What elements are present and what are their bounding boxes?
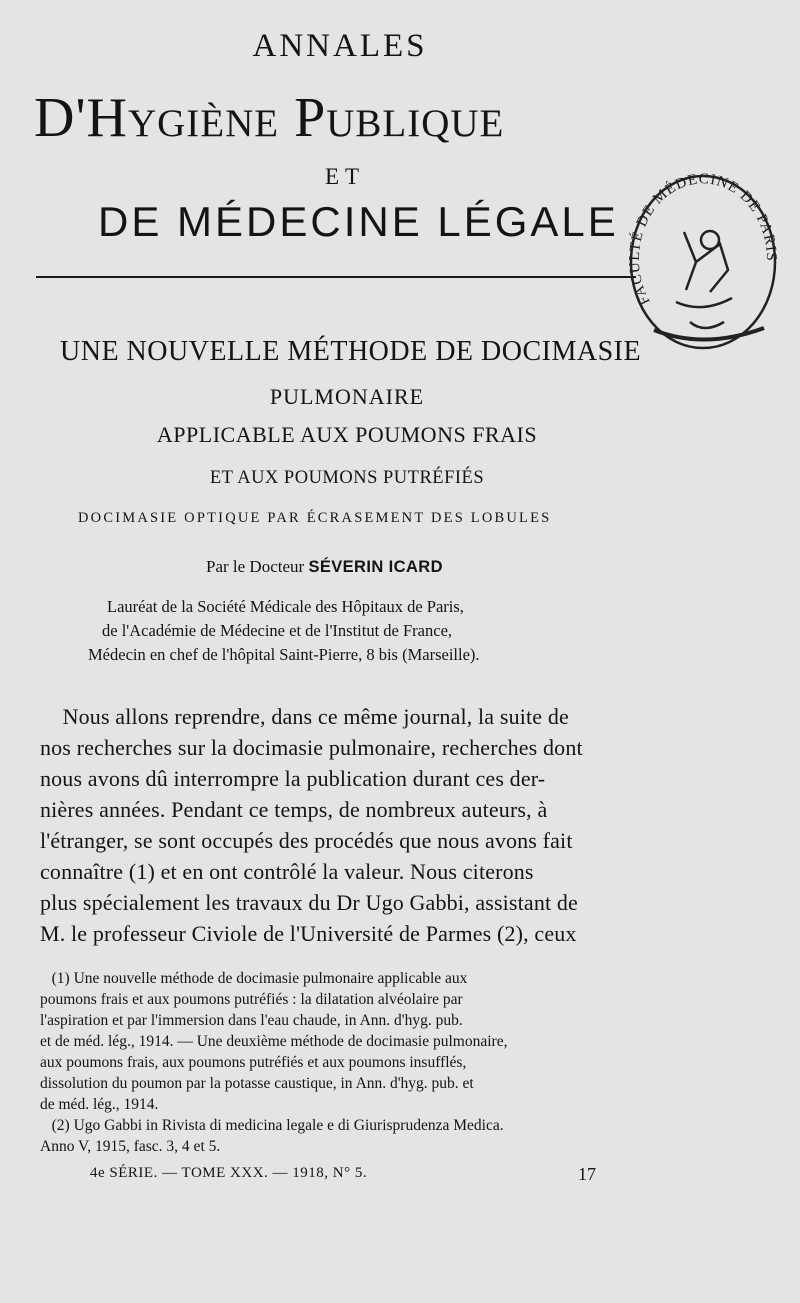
byline xyxy=(206,557,443,577)
body-line: M. le professeur Civiole de l'Université de Parmes (2), ceux xyxy=(40,921,577,946)
affiliation-line: de l'Académie de Médecine et de l'Institut de France, xyxy=(102,621,453,640)
footnote-line: dissolution du poumon par la potasse caustique, in Ann. d'hyg. pub. et xyxy=(40,1075,474,1092)
footnote-line: poumons frais et aux poumons putréfiés : la dilatation alvéolaire par xyxy=(40,991,463,1008)
journal-title-et: ET xyxy=(324,164,366,189)
journal-title-annales: ANNALES xyxy=(252,28,428,64)
body-line: nous avons dû interrompre la publication durant ces der- xyxy=(40,766,546,791)
footnote-line: l'aspiration et par l'immersion dans l'eau chaude, in Ann. d'hyg. pub. xyxy=(40,1012,463,1029)
journal-title-medecine-legale: DE MÉDECINE LÉGALE xyxy=(98,198,619,245)
footnote-line: (2) Ugo Gabbi in Rivista di medicina legale e di Giurisprudenza Medica. xyxy=(40,1117,504,1134)
author-name: SÉVERIN ICARD xyxy=(308,558,443,576)
body-line: plus spécialement les travaux du Dr Ugo Gabbi, assistant de xyxy=(40,890,578,915)
library-stamp xyxy=(624,152,780,352)
footnote-line: Anno V, 1915, fasc. 3, 4 et 5. xyxy=(40,1138,221,1155)
byline-prefix: Par le Docteur xyxy=(206,557,305,576)
affiliation-line: Médecin en chef de l'hôpital Saint-Pierre, 8 bis (Marseille). xyxy=(88,645,480,664)
body-line: nières années. Pendant ce temps, de nombreux auteurs, à xyxy=(40,797,548,822)
article-title-line-1: UNE NOUVELLE MÉTHODE DE DOCIMASIE xyxy=(60,336,642,367)
article-title-line-2: PULMONAIRE xyxy=(269,384,425,409)
affiliation-line: Lauréat de la Société Médicale des Hôpitaux de Paris, xyxy=(107,597,464,616)
footnote-line: de méd. lég., 1914. xyxy=(40,1096,159,1113)
header-rule xyxy=(36,276,636,278)
body-line: nos recherches sur la docimasie pulmonaire, recherches dont xyxy=(40,735,583,760)
footnote-line: (1) Une nouvelle méthode de docimasie pulmonaire applicable aux xyxy=(40,970,468,987)
article-title-line-3: APPLICABLE AUX POUMONS FRAIS xyxy=(156,422,538,447)
page-number: 17 xyxy=(578,1164,596,1184)
footnote-line: aux poumons frais, aux poumons putréfiés et aux poumons insufflés, xyxy=(40,1054,467,1071)
journal-title-hygiene: D'Hygiène Publique xyxy=(34,87,505,149)
article-title-line-4: ET AUX POUMONS PUTRÉFIÉS xyxy=(209,468,485,488)
body-line: connaître (1) et en ont contrôlé la valeur. Nous citerons xyxy=(40,859,534,884)
article-subtitle: DOCIMASIE OPTIQUE PAR ÉCRASEMENT DES LOBULES xyxy=(78,510,552,526)
series-footer: 4e SÉRIE. — TOME XXX. — 1918, N° 5. xyxy=(90,1165,368,1181)
body-line: l'étranger, se sont occupés des procédés que nous avons fait xyxy=(40,828,573,853)
footnote-line: et de méd. lég., 1914. — Une deuxième méthode de docimasie pulmonaire, xyxy=(40,1033,508,1050)
svg-text:FACULTÉ DE MÉDECINE DE PARIS: FACULTÉ DE MÉDECINE DE PARIS xyxy=(626,171,780,308)
body-line: Nous allons reprendre, dans ce même journal, la suite de xyxy=(40,704,569,729)
